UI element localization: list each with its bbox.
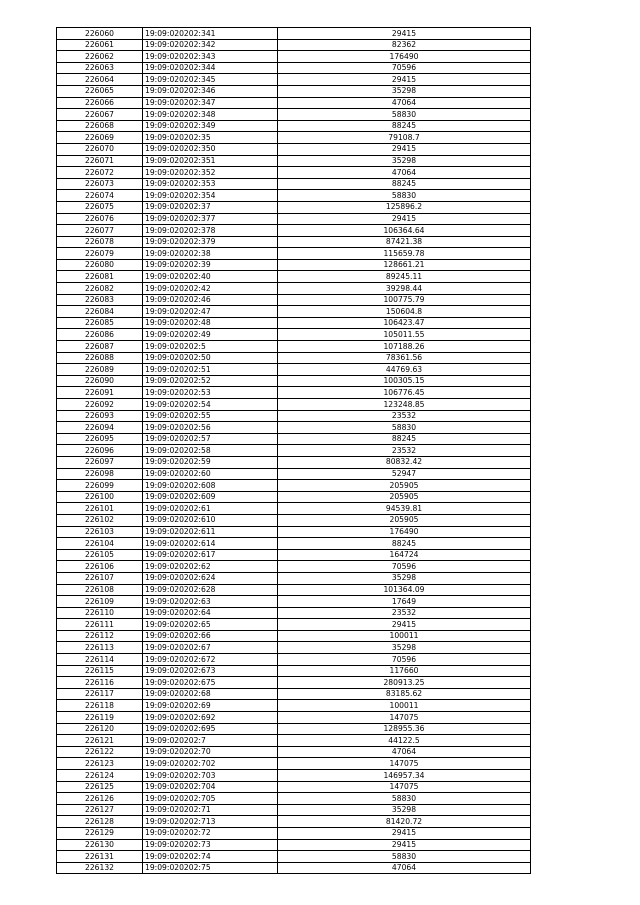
cadastral-code-cell: 19:09:020202:57 — [143, 433, 278, 445]
row-id-cell: 226119 — [57, 712, 143, 724]
amount-cell: 128661.21 — [278, 259, 531, 271]
table-row — [57, 688, 531, 700]
table-row — [57, 468, 531, 480]
table-row — [57, 677, 531, 689]
row-id-cell: 226060 — [57, 28, 143, 40]
cadastral-code-cell: 19:09:020202:344 — [143, 62, 278, 74]
table-row — [57, 770, 531, 782]
cadastral-code-cell: 19:09:020202:53 — [143, 387, 278, 399]
cadastral-code-cell: 19:09:020202:628 — [143, 584, 278, 596]
row-id-cell: 226123 — [57, 758, 143, 770]
cadastral-code-cell: 19:09:020202:46 — [143, 294, 278, 306]
row-id-cell: 226127 — [57, 804, 143, 816]
cadastral-code-cell: 19:09:020202:350 — [143, 143, 278, 155]
row-id-cell: 226111 — [57, 619, 143, 631]
cadastral-code-cell: 19:09:020202:343 — [143, 51, 278, 63]
row-id-cell: 226105 — [57, 549, 143, 561]
amount-cell: 88245 — [278, 433, 531, 445]
row-id-cell: 226125 — [57, 781, 143, 793]
cadastral-code-cell: 19:09:020202:42 — [143, 283, 278, 295]
table-row — [57, 201, 531, 213]
amount-cell: 105011.55 — [278, 329, 531, 341]
table-row — [57, 862, 531, 874]
amount-cell: 106364.64 — [278, 225, 531, 237]
row-id-cell: 226114 — [57, 654, 143, 666]
table-row — [57, 271, 531, 283]
cadastral-code-cell: 19:09:020202:39 — [143, 259, 278, 271]
row-id-cell: 226108 — [57, 584, 143, 596]
cadastral-code-cell: 19:09:020202:69 — [143, 700, 278, 712]
cadastral-code-cell: 19:09:020202:611 — [143, 526, 278, 538]
row-id-cell: 226124 — [57, 770, 143, 782]
table-row — [57, 387, 531, 399]
row-id-cell: 226096 — [57, 445, 143, 457]
amount-cell: 117660 — [278, 665, 531, 677]
table-row — [57, 167, 531, 179]
table-row — [57, 143, 531, 155]
cadastral-code-cell: 19:09:020202:610 — [143, 514, 278, 526]
cadastral-code-cell: 19:09:020202:703 — [143, 770, 278, 782]
cadastral-code-cell: 19:09:020202:673 — [143, 665, 278, 677]
amount-cell: 106776.45 — [278, 387, 531, 399]
table-row — [57, 28, 531, 40]
amount-cell: 29415 — [278, 28, 531, 40]
row-id-cell: 226091 — [57, 387, 143, 399]
row-id-cell: 226130 — [57, 839, 143, 851]
row-id-cell: 226097 — [57, 456, 143, 468]
table-row — [57, 584, 531, 596]
row-id-cell: 226072 — [57, 167, 143, 179]
row-id-cell: 226062 — [57, 51, 143, 63]
cadastral-code-cell: 19:09:020202:68 — [143, 688, 278, 700]
amount-cell: 58830 — [278, 793, 531, 805]
row-id-cell: 226074 — [57, 190, 143, 202]
cadastral-code-cell: 19:09:020202:61 — [143, 503, 278, 515]
amount-cell: 35298 — [278, 155, 531, 167]
table-row — [57, 132, 531, 144]
amount-cell: 47064 — [278, 862, 531, 874]
row-id-cell: 226117 — [57, 688, 143, 700]
cadastral-code-cell: 19:09:020202:609 — [143, 491, 278, 503]
table-row — [57, 364, 531, 376]
amount-cell: 88245 — [278, 538, 531, 550]
amount-cell: 205905 — [278, 480, 531, 492]
table-row — [57, 746, 531, 758]
row-id-cell: 226073 — [57, 178, 143, 190]
table-row — [57, 213, 531, 225]
amount-cell: 29415 — [278, 839, 531, 851]
amount-cell: 39298.44 — [278, 283, 531, 295]
table-row — [57, 85, 531, 97]
row-id-cell: 226080 — [57, 259, 143, 271]
row-id-cell: 226071 — [57, 155, 143, 167]
row-id-cell: 226126 — [57, 793, 143, 805]
cadastral-code-cell: 19:09:020202:705 — [143, 793, 278, 805]
row-id-cell: 226082 — [57, 283, 143, 295]
row-id-cell: 226101 — [57, 503, 143, 515]
table-row — [57, 155, 531, 167]
cadastral-code-cell: 19:09:020202:66 — [143, 630, 278, 642]
row-id-cell: 226065 — [57, 85, 143, 97]
amount-cell: 128955.36 — [278, 723, 531, 735]
cadastral-code-cell: 19:09:020202:346 — [143, 85, 278, 97]
table-row — [57, 422, 531, 434]
row-id-cell: 226113 — [57, 642, 143, 654]
cadastral-code-cell: 19:09:020202:63 — [143, 596, 278, 608]
cadastral-code-cell: 19:09:020202:353 — [143, 178, 278, 190]
row-id-cell: 226084 — [57, 306, 143, 318]
table-row — [57, 630, 531, 642]
row-id-cell: 226095 — [57, 433, 143, 445]
row-id-cell: 226118 — [57, 700, 143, 712]
row-id-cell: 226081 — [57, 271, 143, 283]
table-row — [57, 178, 531, 190]
row-id-cell: 226115 — [57, 665, 143, 677]
amount-cell: 29415 — [278, 213, 531, 225]
amount-cell: 80832.42 — [278, 456, 531, 468]
amount-cell: 147075 — [278, 758, 531, 770]
cadastral-code-cell: 19:09:020202:50 — [143, 352, 278, 364]
cadastral-code-cell: 19:09:020202:56 — [143, 422, 278, 434]
amount-cell: 100775.79 — [278, 294, 531, 306]
table-row — [57, 480, 531, 492]
cadastral-code-cell: 19:09:020202:354 — [143, 190, 278, 202]
table-row — [57, 712, 531, 724]
amount-cell: 58830 — [278, 422, 531, 434]
row-id-cell: 226116 — [57, 677, 143, 689]
row-id-cell: 226063 — [57, 62, 143, 74]
table-row — [57, 445, 531, 457]
row-id-cell: 226067 — [57, 109, 143, 121]
cadastral-code-cell: 19:09:020202:72 — [143, 827, 278, 839]
row-id-cell: 226110 — [57, 607, 143, 619]
table-row — [57, 491, 531, 503]
amount-cell: 23532 — [278, 607, 531, 619]
amount-cell: 70596 — [278, 62, 531, 74]
amount-cell: 280913.25 — [278, 677, 531, 689]
amount-cell: 147075 — [278, 781, 531, 793]
amount-cell: 44122.5 — [278, 735, 531, 747]
row-id-cell: 226064 — [57, 74, 143, 86]
table-row — [57, 827, 531, 839]
table-row — [57, 549, 531, 561]
table-row — [57, 97, 531, 109]
table-row — [57, 735, 531, 747]
amount-cell: 35298 — [278, 642, 531, 654]
cadastral-code-cell: 19:09:020202:617 — [143, 549, 278, 561]
cadastral-code-cell: 19:09:020202:48 — [143, 317, 278, 329]
table-row — [57, 723, 531, 735]
table-row — [57, 74, 531, 86]
row-id-cell: 226122 — [57, 746, 143, 758]
cadastral-code-cell: 19:09:020202:62 — [143, 561, 278, 573]
amount-cell: 100011 — [278, 630, 531, 642]
amount-cell: 23532 — [278, 410, 531, 422]
amount-cell: 176490 — [278, 51, 531, 63]
row-id-cell: 226087 — [57, 341, 143, 353]
amount-cell: 81420.72 — [278, 816, 531, 828]
row-id-cell: 226077 — [57, 225, 143, 237]
amount-cell: 58830 — [278, 851, 531, 863]
cadastral-code-cell: 19:09:020202:73 — [143, 839, 278, 851]
table-row — [57, 259, 531, 271]
row-id-cell: 226068 — [57, 120, 143, 132]
cadastral-code-cell: 19:09:020202:74 — [143, 851, 278, 863]
row-id-cell: 226085 — [57, 317, 143, 329]
table-row — [57, 236, 531, 248]
amount-cell: 17649 — [278, 596, 531, 608]
row-id-cell: 226070 — [57, 143, 143, 155]
cadastral-code-cell: 19:09:020202:342 — [143, 39, 278, 51]
table-row — [57, 306, 531, 318]
amount-cell: 100305.15 — [278, 375, 531, 387]
table-row — [57, 410, 531, 422]
row-id-cell: 226079 — [57, 248, 143, 260]
row-id-cell: 226094 — [57, 422, 143, 434]
table-row — [57, 39, 531, 51]
cadastral-code-cell: 19:09:020202:60 — [143, 468, 278, 480]
amount-cell: 44769.63 — [278, 364, 531, 376]
cadastral-code-cell: 19:09:020202:347 — [143, 97, 278, 109]
row-id-cell: 226100 — [57, 491, 143, 503]
amount-cell: 205905 — [278, 491, 531, 503]
row-id-cell: 226078 — [57, 236, 143, 248]
row-id-cell: 226069 — [57, 132, 143, 144]
row-id-cell: 226103 — [57, 526, 143, 538]
cadastral-code-cell: 19:09:020202:51 — [143, 364, 278, 376]
amount-cell: 101364.09 — [278, 584, 531, 596]
amount-cell: 123248.85 — [278, 399, 531, 411]
amount-cell: 150604.8 — [278, 306, 531, 318]
row-id-cell: 226075 — [57, 201, 143, 213]
row-id-cell: 226129 — [57, 827, 143, 839]
cadastral-code-cell: 19:09:020202:675 — [143, 677, 278, 689]
table-row — [57, 341, 531, 353]
cadastral-code-cell: 19:09:020202:37 — [143, 201, 278, 213]
cadastral-code-cell: 19:09:020202:713 — [143, 816, 278, 828]
table-row — [57, 561, 531, 573]
amount-cell: 23532 — [278, 445, 531, 457]
cadastral-code-cell: 19:09:020202:59 — [143, 456, 278, 468]
cadastral-code-cell: 19:09:020202:67 — [143, 642, 278, 654]
cadastral-code-cell: 19:09:020202:624 — [143, 572, 278, 584]
cadastral-code-cell: 19:09:020202:52 — [143, 375, 278, 387]
table-row — [57, 619, 531, 631]
table-row — [57, 816, 531, 828]
amount-cell: 100011 — [278, 700, 531, 712]
row-id-cell: 226132 — [57, 862, 143, 874]
cadastral-code-cell: 19:09:020202:55 — [143, 410, 278, 422]
table-row — [57, 665, 531, 677]
cadastral-code-cell: 19:09:020202:672 — [143, 654, 278, 666]
cadastral-code-cell: 19:09:020202:71 — [143, 804, 278, 816]
cadastral-code-cell: 19:09:020202:49 — [143, 329, 278, 341]
row-id-cell: 226128 — [57, 816, 143, 828]
table-row — [57, 607, 531, 619]
amount-cell: 87421.38 — [278, 236, 531, 248]
cadastral-code-cell: 19:09:020202:702 — [143, 758, 278, 770]
amount-cell: 58830 — [278, 190, 531, 202]
row-id-cell: 226109 — [57, 596, 143, 608]
table-row — [57, 317, 531, 329]
amount-cell: 94539.81 — [278, 503, 531, 515]
row-id-cell: 226107 — [57, 572, 143, 584]
amount-cell: 115659.78 — [278, 248, 531, 260]
cadastral-code-cell: 19:09:020202:608 — [143, 480, 278, 492]
table-row — [57, 700, 531, 712]
table-row — [57, 781, 531, 793]
amount-cell: 88245 — [278, 178, 531, 190]
amount-cell: 88245 — [278, 120, 531, 132]
row-id-cell: 226104 — [57, 538, 143, 550]
table-row — [57, 248, 531, 260]
amount-cell: 58830 — [278, 109, 531, 121]
amount-cell: 47064 — [278, 167, 531, 179]
cadastral-code-cell: 19:09:020202:351 — [143, 155, 278, 167]
amount-cell: 79108.7 — [278, 132, 531, 144]
table-row — [57, 456, 531, 468]
cadastral-code-cell: 19:09:020202:348 — [143, 109, 278, 121]
table-row — [57, 225, 531, 237]
cadastral-code-cell: 19:09:020202:40 — [143, 271, 278, 283]
amount-cell: 35298 — [278, 572, 531, 584]
amount-cell: 35298 — [278, 804, 531, 816]
amount-cell: 176490 — [278, 526, 531, 538]
row-id-cell: 226121 — [57, 735, 143, 747]
table-row — [57, 283, 531, 295]
data-table — [56, 27, 531, 874]
row-id-cell: 226066 — [57, 97, 143, 109]
amount-cell: 164724 — [278, 549, 531, 561]
amount-cell: 83185.62 — [278, 688, 531, 700]
amount-cell: 29415 — [278, 619, 531, 631]
amount-cell: 125896.2 — [278, 201, 531, 213]
cadastral-code-cell: 19:09:020202:38 — [143, 248, 278, 260]
cadastral-code-cell: 19:09:020202:378 — [143, 225, 278, 237]
cadastral-code-cell: 19:09:020202:47 — [143, 306, 278, 318]
amount-cell: 35298 — [278, 85, 531, 97]
cadastral-code-cell: 19:09:020202:695 — [143, 723, 278, 735]
table-row — [57, 793, 531, 805]
cadastral-code-cell: 19:09:020202:7 — [143, 735, 278, 747]
amount-cell: 82362 — [278, 39, 531, 51]
cadastral-code-cell: 19:09:020202:377 — [143, 213, 278, 225]
table-row — [57, 62, 531, 74]
cadastral-code-cell: 19:09:020202:345 — [143, 74, 278, 86]
row-id-cell: 226061 — [57, 39, 143, 51]
table-row — [57, 654, 531, 666]
row-id-cell: 226120 — [57, 723, 143, 735]
table-row — [57, 294, 531, 306]
table-body — [57, 28, 531, 874]
table-row — [57, 109, 531, 121]
table-row — [57, 851, 531, 863]
cadastral-code-cell: 19:09:020202:5 — [143, 341, 278, 353]
table-row — [57, 839, 531, 851]
amount-cell: 89245.11 — [278, 271, 531, 283]
table-row — [57, 352, 531, 364]
amount-cell: 147075 — [278, 712, 531, 724]
row-id-cell: 226102 — [57, 514, 143, 526]
row-id-cell: 226099 — [57, 480, 143, 492]
amount-cell: 70596 — [278, 654, 531, 666]
cadastral-code-cell: 19:09:020202:349 — [143, 120, 278, 132]
cadastral-code-cell: 19:09:020202:64 — [143, 607, 278, 619]
amount-cell: 146957.34 — [278, 770, 531, 782]
table-row — [57, 329, 531, 341]
cadastral-code-cell: 19:09:020202:692 — [143, 712, 278, 724]
table-row — [57, 804, 531, 816]
cadastral-code-cell: 19:09:020202:58 — [143, 445, 278, 457]
amount-cell: 107188.26 — [278, 341, 531, 353]
cadastral-code-cell: 19:09:020202:352 — [143, 167, 278, 179]
cadastral-code-cell: 19:09:020202:65 — [143, 619, 278, 631]
amount-cell: 106423.47 — [278, 317, 531, 329]
table-row — [57, 514, 531, 526]
amount-cell: 29415 — [278, 74, 531, 86]
table-row — [57, 51, 531, 63]
table-row — [57, 758, 531, 770]
cadastral-code-cell: 19:09:020202:75 — [143, 862, 278, 874]
row-id-cell: 226131 — [57, 851, 143, 863]
cadastral-code-cell: 19:09:020202:70 — [143, 746, 278, 758]
row-id-cell: 226093 — [57, 410, 143, 422]
row-id-cell: 226098 — [57, 468, 143, 480]
row-id-cell: 226106 — [57, 561, 143, 573]
amount-cell: 29415 — [278, 143, 531, 155]
amount-cell: 205905 — [278, 514, 531, 526]
cadastral-code-cell: 19:09:020202:379 — [143, 236, 278, 248]
row-id-cell: 226076 — [57, 213, 143, 225]
amount-cell: 29415 — [278, 827, 531, 839]
cadastral-code-cell: 19:09:020202:35 — [143, 132, 278, 144]
row-id-cell: 226088 — [57, 352, 143, 364]
table-row — [57, 190, 531, 202]
table-row — [57, 433, 531, 445]
amount-cell: 47064 — [278, 97, 531, 109]
amount-cell: 70596 — [278, 561, 531, 573]
row-id-cell: 226090 — [57, 375, 143, 387]
row-id-cell: 226083 — [57, 294, 143, 306]
table-row — [57, 503, 531, 515]
amount-cell: 52947 — [278, 468, 531, 480]
amount-cell: 47064 — [278, 746, 531, 758]
cadastral-code-cell: 19:09:020202:54 — [143, 399, 278, 411]
table-row — [57, 538, 531, 550]
table-row — [57, 120, 531, 132]
row-id-cell: 226092 — [57, 399, 143, 411]
cadastral-code-cell: 19:09:020202:614 — [143, 538, 278, 550]
table-row — [57, 642, 531, 654]
amount-cell: 78361.56 — [278, 352, 531, 364]
table-row — [57, 572, 531, 584]
row-id-cell: 226086 — [57, 329, 143, 341]
table-row — [57, 526, 531, 538]
row-id-cell: 226112 — [57, 630, 143, 642]
row-id-cell: 226089 — [57, 364, 143, 376]
cadastral-code-cell: 19:09:020202:341 — [143, 28, 278, 40]
table-row — [57, 399, 531, 411]
table-row — [57, 375, 531, 387]
table-row — [57, 596, 531, 608]
cadastral-code-cell: 19:09:020202:704 — [143, 781, 278, 793]
